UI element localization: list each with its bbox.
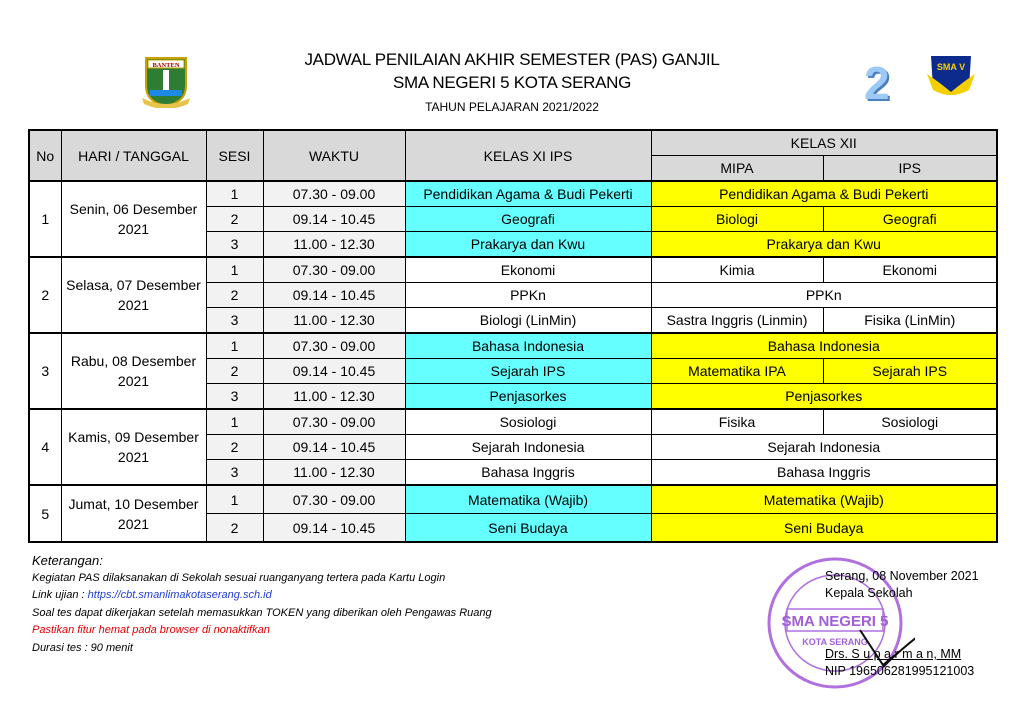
subject-xii-ips: Ekonomi [823, 257, 997, 283]
school-name: SMA NEGERI 5 KOTA SERANG [392, 73, 632, 92]
subject-xii: Bahasa Inggris [651, 460, 997, 486]
page-number-badge: 2 [864, 57, 890, 109]
session-time: 09.14 - 10.45 [263, 514, 405, 543]
subject-xii: PPKn [651, 283, 997, 308]
session-time: 11.00 - 12.30 [263, 308, 405, 334]
session-number: 1 [206, 333, 263, 359]
session-time: 11.00 - 12.30 [263, 232, 405, 258]
header-mipa: MIPA [651, 156, 823, 182]
subject-xii: Penjasorkes [651, 384, 997, 410]
table-row [29, 181, 997, 207]
session-number: 2 [206, 514, 263, 543]
day-date: Jumat, 10 Desember 2021 [61, 485, 206, 542]
header-kelas-xi: KELAS XI IPS [405, 130, 651, 181]
subject-xii-mipa: Kimia [651, 257, 823, 283]
day-number: 5 [29, 485, 61, 542]
svg-text:SMA NEGERI 5: SMA NEGERI 5 [781, 613, 889, 630]
session-number: 1 [206, 485, 263, 514]
subject-xii: Matematika (Wajib) [651, 485, 997, 514]
day-number: 1 [29, 181, 61, 257]
session-time: 09.14 - 10.45 [263, 359, 405, 384]
day-date: Selasa, 07 Desember 2021 [61, 257, 206, 333]
svg-text:KOTA SERANG: KOTA SERANG [802, 637, 868, 647]
session-number: 1 [206, 409, 263, 435]
session-number: 1 [206, 181, 263, 207]
subject-xii-ips: Sosiologi [823, 409, 997, 435]
subject-xii-ips: Geografi [823, 207, 997, 232]
subject-xii: Sejarah Indonesia [651, 435, 997, 460]
note-line: Soal tes dapat dikerjakan setelah memasukkan TOKEN yang diberikan oleh Pengawas Ruang [32, 606, 492, 619]
subject-xii: Prakarya dan Kwu [651, 232, 997, 258]
subject-xii-mipa: Matematika IPA [651, 359, 823, 384]
session-time: 11.00 - 12.30 [263, 384, 405, 410]
header-waktu: WAKTU [263, 130, 405, 181]
session-number: 2 [206, 359, 263, 384]
subject-xii: Bahasa Indonesia [651, 333, 997, 359]
subject-xi-ips: Seni Budaya [405, 514, 651, 543]
day-number: 2 [29, 257, 61, 333]
place-date: Serang, 08 November 2021 [825, 569, 979, 583]
school-logo-text: SMA V [936, 62, 966, 72]
session-number: 2 [206, 207, 263, 232]
table-row [29, 409, 997, 435]
subject-xi-ips: Geografi [405, 207, 651, 232]
note-line: Durasi tes : 90 menit [32, 641, 133, 654]
exam-link[interactable]: https://cbt.smanlimakotaserang.sch.id [87, 589, 272, 601]
signature-block [825, 568, 979, 680]
session-number: 1 [206, 257, 263, 283]
day-date: Senin, 06 Desember 2021 [61, 181, 206, 257]
session-time: 07.30 - 09.00 [263, 257, 405, 283]
subject-xi-ips: Matematika (Wajib) [405, 485, 651, 514]
header-ips: IPS [823, 156, 997, 182]
subject-xi-ips: Sosiologi [405, 409, 651, 435]
day-number: 4 [29, 409, 61, 485]
page-title: JADWAL PENILAIAN AKHIR SEMESTER (PAS) GANJIL [304, 50, 720, 69]
subject-xi-ips: Bahasa Indonesia [405, 333, 651, 359]
day-date: Kamis, 09 Desember 2021 [61, 409, 206, 485]
day-date: Rabu, 08 Desember 2021 [61, 333, 206, 409]
session-time: 09.14 - 10.45 [263, 435, 405, 460]
signer-name: Drs. S u p a r m a n, MM [825, 647, 962, 661]
session-time: 07.30 - 09.00 [263, 409, 405, 435]
header-sesi: SESI [206, 130, 263, 181]
table-row [29, 333, 997, 359]
session-time: 11.00 - 12.30 [263, 460, 405, 486]
signer-role: Kepala Sekolah [825, 586, 913, 600]
subject-xii-mipa: Sastra Inggris (Linmin) [651, 308, 823, 334]
subject-xi-ips: Ekonomi [405, 257, 651, 283]
header-hari-tanggal: HARI / TANGGAL [61, 130, 206, 181]
session-number: 3 [206, 232, 263, 258]
note-link-line [32, 587, 492, 605]
exam-schedule-table [28, 129, 998, 543]
session-time: 07.30 - 09.00 [263, 181, 405, 207]
subject-xi-ips: Prakarya dan Kwu [405, 232, 651, 258]
subject-xi-ips: Bahasa Inggris [405, 460, 651, 486]
subject-xii: Pendidikan Agama & Budi Pekerti [651, 181, 997, 207]
day-number: 3 [29, 333, 61, 409]
subject-xi-ips: Penjasorkes [405, 384, 651, 410]
notes-heading: Keterangan: [32, 553, 103, 568]
session-number: 2 [206, 283, 263, 308]
subject-xii-ips: Fisika (LinMin) [823, 308, 997, 334]
school-year: TAHUN PELAJARAN 2021/2022 [425, 100, 599, 114]
banten-logo-text: BANTEN [152, 62, 180, 69]
subject-xi-ips: Sejarah IPS [405, 359, 651, 384]
session-number: 3 [206, 460, 263, 486]
session-number: 3 [206, 308, 263, 334]
session-number: 3 [206, 384, 263, 410]
subject-xi-ips: PPKn [405, 283, 651, 308]
table-row [29, 257, 997, 283]
session-time: 07.30 - 09.00 [263, 485, 405, 514]
notes [32, 552, 492, 657]
session-time: 07.30 - 09.00 [263, 333, 405, 359]
subject-xii: Seni Budaya [651, 514, 997, 543]
subject-xi-ips: Biologi (LinMin) [405, 308, 651, 334]
header-kelas-xii: KELAS XII [651, 130, 997, 156]
table-row [29, 485, 997, 514]
session-time: 09.14 - 10.45 [263, 207, 405, 232]
signer-nip: NIP 196506281995121003 [825, 664, 975, 678]
subject-xii-mipa: Fisika [651, 409, 823, 435]
session-time: 09.14 - 10.45 [263, 283, 405, 308]
subject-xi-ips: Sejarah Indonesia [405, 435, 651, 460]
link-label: Link ujian : [32, 589, 88, 601]
session-number: 2 [206, 435, 263, 460]
subject-xii-ips: Sejarah IPS [823, 359, 997, 384]
subject-xi-ips: Pendidikan Agama & Budi Pekerti [405, 181, 651, 207]
school-logo [925, 52, 977, 104]
note-warning: Pastikan fitur hemat pada browser di nonaktifkan [32, 624, 270, 636]
subject-xii-mipa: Biologi [651, 207, 823, 232]
header-no: No [29, 130, 61, 181]
note-line: Kegiatan PAS dilaksanakan di Sekolah sesuai ruanganyang tertera pada Kartu Login [32, 571, 446, 584]
